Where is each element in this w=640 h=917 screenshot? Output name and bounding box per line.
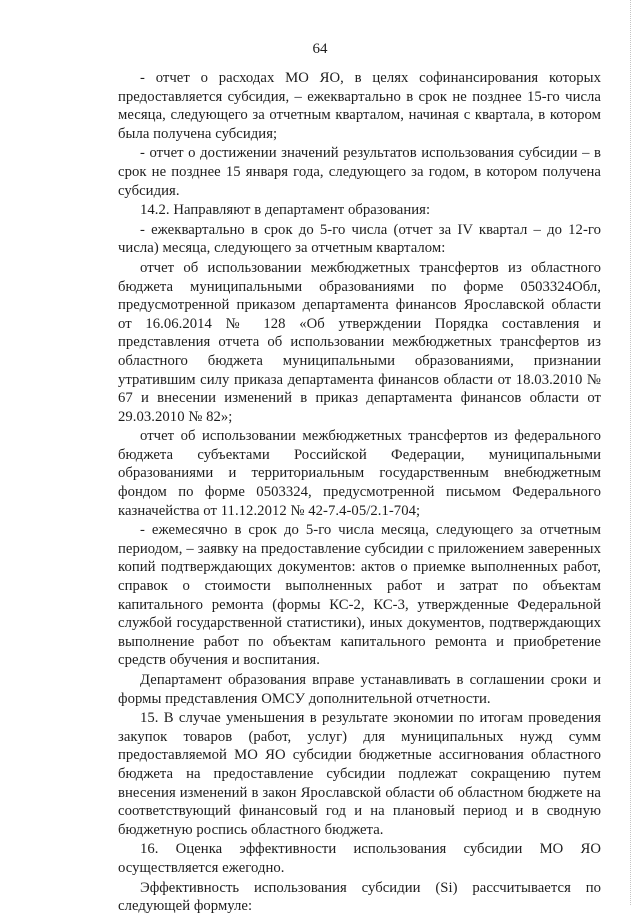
- paragraph-efficiency-formula: Эффективность использования субсидии (Si) рассчитывается по следующей формуле:: [118, 879, 601, 915]
- paragraph-quarterly-deadline: - ежеквартально в срок до 5-го числа (отчет за IV квартал – до 12-го числа) месяца, следующего за отчетным кварталом:: [118, 221, 601, 257]
- document-body: [118, 69, 601, 917]
- paragraph-additional-reporting: Департамент образования вправе устанавливать в соглашении сроки и формы представления ОМСУ дополнительной отчетности.: [118, 672, 601, 707]
- scan-edge-mark: [629, 0, 631, 905]
- paragraph-results-report: - отчет о достижении значений результатов использования субсидии – в срок не позднее 15 января года, следующего за годом, в котором получена субсидия.: [118, 145, 601, 199]
- paragraph-section-16: 16. Оценка эффективности использования субсидии МО ЯО осуществляется ежегодно.: [118, 841, 601, 876]
- paragraph-monthly-application: - ежемесячно в срок до 5-го числа месяца, следующего за отчетным периодом, – заявку на предоставление субсидии с приложением заверенных копий подтверждающих документов: актов о приемке выполненных работ, справок о стоимости выполненных работ и затрат по объектам капитального ремонта (формы КС-2, КС-3, утвержденные Федеральной службой государственной статистики), иных документов, подтверждающих выполнение работ по объектам капитального ремонта и приобретение средств обучения и воспитания.: [118, 522, 601, 669]
- paragraph-section-15: 15. В случае уменьшения в результате экономии по итогам проведения закупок товаров (работ, услуг) для муниципальных нужд сумм предоставляемой МО ЯО субсидии бюджетные ассигнования областного бюджета на предоставление субсидии подлежат сокращению путем внесения изменений в закон Ярославской области об областном бюджете на соответствующий финансовый год и на плановый период и в сводную бюджетную роспись областного бюджета.: [118, 710, 601, 838]
- page-number: 64: [312, 41, 328, 57]
- paragraph-federal-transfers-report: отчет об использовании межбюджетных трансфертов из федерального бюджета субъектами Российской Федерации, муниципальными образованиями и территориальным государственным внебюджетным фондом по форме 0503324, предусмотренной письмом Федерального казначейства от 11.12.2012 № 42-7.4-05/2.1-704;: [118, 428, 601, 519]
- paragraph-regional-transfers-report: отчет об использовании межбюджетных трансфертов из областного бюджета муниципальными образованиями по форме 0503324Обл, предусмотренной приказом департамента финансов Ярославской области от 16.06.2014 № 128 «Об утверждении Порядка составления и представления отчета об использовании межбюджетных трансфертов из областного бюджета муниципальными образованиями, признании утратившим силу приказа департамента финансов области от 18.03.2010 № 67 и внесении изменений в приказ департамента финансов области от 29.03.2010 № 82»;: [118, 259, 601, 425]
- paragraph-expense-report: - отчет о расходах МО ЯО, в целях софинансирования которых предоставляется субсидия, – ежеквартально в срок не позднее 15-го числа месяца, следующего за отчетным кварталом, начиная с квартала, в котором была получена субсидия;: [118, 70, 601, 142]
- paragraph-section-14-2: 14.2. Направляют в департамент образования:: [140, 202, 431, 219]
